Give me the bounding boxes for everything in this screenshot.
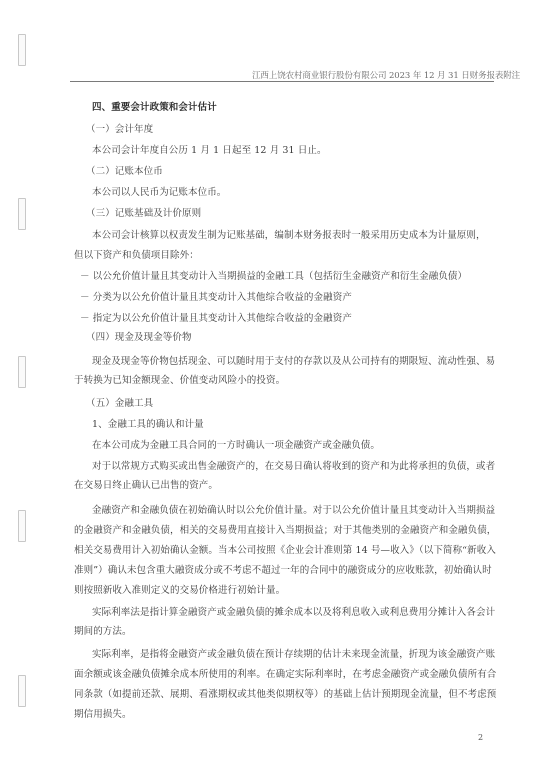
paragraph: 面余额或该金融负债摊余成本所使用的利率。在确定实际利率时，在考虑金融资产或金融负债所有合	[74, 669, 497, 680]
paragraph: 对于以常规方式购买或出售金融资产的，在交易日确认将收到的资产和为此将承担的负债，或者	[92, 461, 496, 472]
subsection-title: （四）现金及现金等价物	[86, 332, 192, 343]
paragraph: 在交易日终止确认已出售的资产。	[74, 480, 219, 491]
paragraph: 实际利率法是指计算金融资产或金融负债的摊余成本以及将利息收入或利息费用分摊计入各会计	[92, 607, 496, 618]
paragraph: 本公司会计年度自公历 1 月 1 日起至 12 月 31 日止。	[92, 145, 327, 156]
binding-mark	[18, 675, 26, 707]
binding-mark	[18, 510, 26, 542]
paragraph: 相关交易费用计入初始确认金额。当本公司按照《企业会计准则第 14 号—收入》（以下简称“新收入	[74, 545, 496, 556]
subsection-title: （二）记账本位币	[86, 166, 163, 177]
paragraph: 现金及现金等价物包括现金、可以随时用于支付的存款以及从公司持有的期限短、流动性强、易	[92, 356, 496, 367]
subsection-title: （五）金融工具	[86, 398, 154, 409]
paragraph: 期间的方法。	[74, 626, 132, 637]
paragraph: 金融资产和金融负债在初始确认时以公允价值计量。对于以公允价值计量且其变动计入当期损益	[92, 505, 496, 516]
paragraph: 的金融资产和金融负债，相关的交易费用直接计入当期损益；对于其他类别的金融资产和金融负债，	[74, 525, 497, 536]
binding-mark	[18, 198, 26, 230]
paragraph: 期信用损失。	[74, 709, 132, 720]
list-item: － 以公允价值计量且其变动计入当期损益的金融工具（包括衍生金融资产和衍生金融负债）	[80, 271, 468, 282]
paragraph: 于转换为已知金额现金、价值变动风险小的投资。	[74, 375, 286, 386]
paragraph: 但以下资产和负债项目除外：	[74, 250, 199, 261]
paragraph: 在本公司成为金融工具合同的一方时确认一项金融资产或金融负债。	[92, 440, 381, 451]
paragraph: 准则”）确认未包含重大融资成分或不考虑不超过一年的合同中的融资成分的应收账款，初始确认时	[74, 565, 492, 576]
paragraph: 实际利率，是指将金融资产或金融负债在预计存续期的估计未来现金流量，折现为该金融资产账	[92, 649, 496, 660]
binding-mark	[18, 34, 26, 66]
sub-subsection-title: 1、金融工具的确认和计量	[92, 419, 204, 430]
header-rule	[70, 81, 494, 82]
list-item: － 分类为以公允价值计量且其变动计入其他综合收益的金融资产	[80, 292, 352, 303]
paragraph: 则按照新收入准则定义的交易价格进行初始计量。	[74, 585, 286, 596]
subsection-title: （一）会计年度	[86, 124, 154, 135]
paragraph: 本公司以人民币为记账本位币。	[92, 187, 227, 198]
paragraph: 本公司会计核算以权责发生制为记账基础，编制本财务报表时一般采用历史成本为计量原则，	[92, 230, 486, 241]
section-heading: 四、重要会计政策和会计估计	[92, 102, 217, 113]
binding-mark	[18, 356, 26, 388]
running-header: 江西上饶农村商业银行股份有限公司 2023 年 12 月 31 日财务报表附注	[252, 71, 521, 81]
paragraph: 同条款（如提前还款、展期、看涨期权或其他类似期权等）的基础上估计预期现金流量，但不考虑预	[74, 689, 497, 700]
page-number: 2	[478, 733, 484, 742]
subsection-title: （三）记账基础及计价原则	[86, 208, 202, 219]
list-item: － 指定为以公允价值计量且其变动计入其他综合收益的金融资产	[80, 313, 352, 324]
